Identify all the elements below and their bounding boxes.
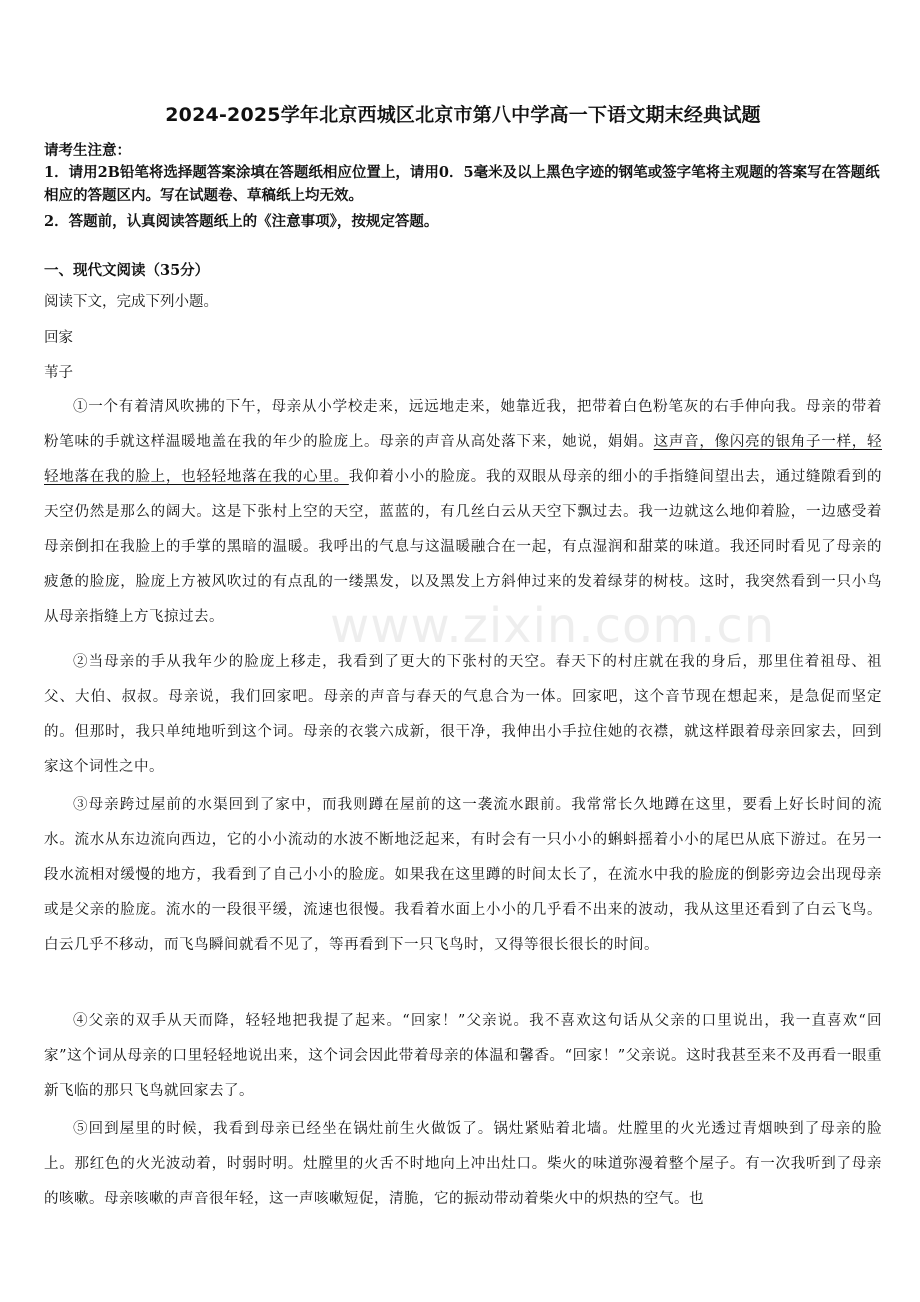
section-heading: 一、现代文阅读（35分） (44, 262, 210, 279)
paragraph-3: ③母亲跨过屋前的水渠回到了家中，而我则蹲在屋前的这一袭流水跟前。我常常长久地蹲在这里，要看上好长时间的流水。流水从东边流向西边，它的小小流动的水波不断地泛起来，有时会有一只小小的蝌蚪摇着小小的尾巴从底下游过。在另一段水流相对缓慢的地方，我看到了自己小小的脸庞。如果我在这里蹲的时间太长了，在流水中我的脸庞的倒影旁边会出现母亲或是父亲的脸庞。流水的一段很平缓，流速也很慢。我看着水面上小小的几乎看不出来的波动，我从这里还看到了白云飞鸟。白云几乎不移动，而飞鸟瞬间就看不见了，等再看到下一只飞鸟时，又得等很长很长的时间。 (44, 797, 882, 953)
paragraph-5: ⑤回到屋里的时候，我看到母亲已经坐在锅灶前生火做饭了。锅灶紧贴着北墙。灶膛里的火光透过青烟映到了母亲的脸上。那红色的火光波动着，时弱时明。灶膛里的火舌不时地向上冲出灶口。柴火的味道弥漫着整个屋子。有一次我听到了母亲的咳嗽。母亲咳嗽的声音很年轻，这一声咳嗽短促，清脆，它的振动带动着柴火中的炽热的空气。也 (44, 1121, 882, 1207)
reading-instruction: 阅读下文，完成下列小题。 (44, 294, 218, 310)
paragraph-1-part-a: ①一个有着清风吹拂的下午，母亲从小学校走来，远远地走来，她靠近我，把带着白色粉笔灰的右手伸向我。母亲的带着粉笔味的手就这样温暖地盖在我的年少的脸庞上。母亲的声音从高处落下来，她说，娟娟。 (44, 399, 882, 450)
notice-heading: 请考生注意： (44, 142, 131, 159)
paragraph-1 (44, 390, 882, 635)
underlined-sentence: 这声音，像闪亮的银角子一样，轻轻地落在我的脸上，也轻轻地落在我的心里。 (44, 434, 883, 485)
page-title: 2024-2025学年北京西城区北京市第八中学高一下语文期末经典试题 (165, 104, 761, 126)
paragraph-4: ④父亲的双手从天而降，轻轻地把我提了起来。“回家！”父亲说。我不喜欢这句话从父亲的口里说出，我一直喜欢“回家”这个词从母亲的口里轻轻地说出来，这个词会因此带着母亲的体温和馨香。“回家！”父亲说。这时我甚至来不及再看一眼重新飞临的那只飞鸟就回家去了。 (44, 1013, 882, 1099)
passage-author: 苇子 (44, 365, 73, 381)
paragraph-2: ②当母亲的手从我年少的脸庞上移走，我看到了更大的下张村的天空。春天下的村庄就在我的身后，那里住着祖母、祖父、大伯、叔叔。母亲说，我们回家吧。母亲的声音与春天的气息合为一体。回家吧，这个音节现在想起来，是急促而坚定的。但那时，我只单纯地听到这个词。母亲的衣裳六成新，很干净，我伸出小手拉住她的衣襟，就这样跟着母亲回家去，回到家这个词性之中。 (44, 654, 882, 775)
notice-item-1: 1．请用2B铅笔将选择题答案涂填在答题纸相应位置上，请用0．5毫米及以上黑色字迹的钢笔或签字笔将主观题的答案写在答题纸相应的答题区内。写在试题卷、草稿纸上均无效。 (44, 164, 880, 204)
notice-item-2: 2．答题前，认真阅读答题纸上的《注意事项》，按规定答题。 (44, 213, 439, 230)
watermark: www.zixin.com.cn (330, 598, 776, 654)
passage-title: 回家 (44, 330, 73, 346)
paragraph-1-part-b: 我仰着小小的脸庞。我的双眼从母亲的细小的手指缝间望出去，通过缝隙看到的天空仍然是那么的阔大。这是下张村上空的天空，蓝蓝的，有几丝白云从天空下飘过去。我一边就这么地仰着脸，一边感受着母亲倒扣在我脸上的手掌的黑暗的温暖。我呼出的气息与这温暖融合在一起，有点湿润和甜菜的味道。我还同时看见了母亲的疲惫的脸庞，脸庞上方被风吹过的有点乱的一缕黑发，以及黑发上方斜伸过来的发着绿芽的树枝。这时，我突然看到一只小鸟从母亲指缝上方飞掠过去。 (44, 469, 883, 625)
